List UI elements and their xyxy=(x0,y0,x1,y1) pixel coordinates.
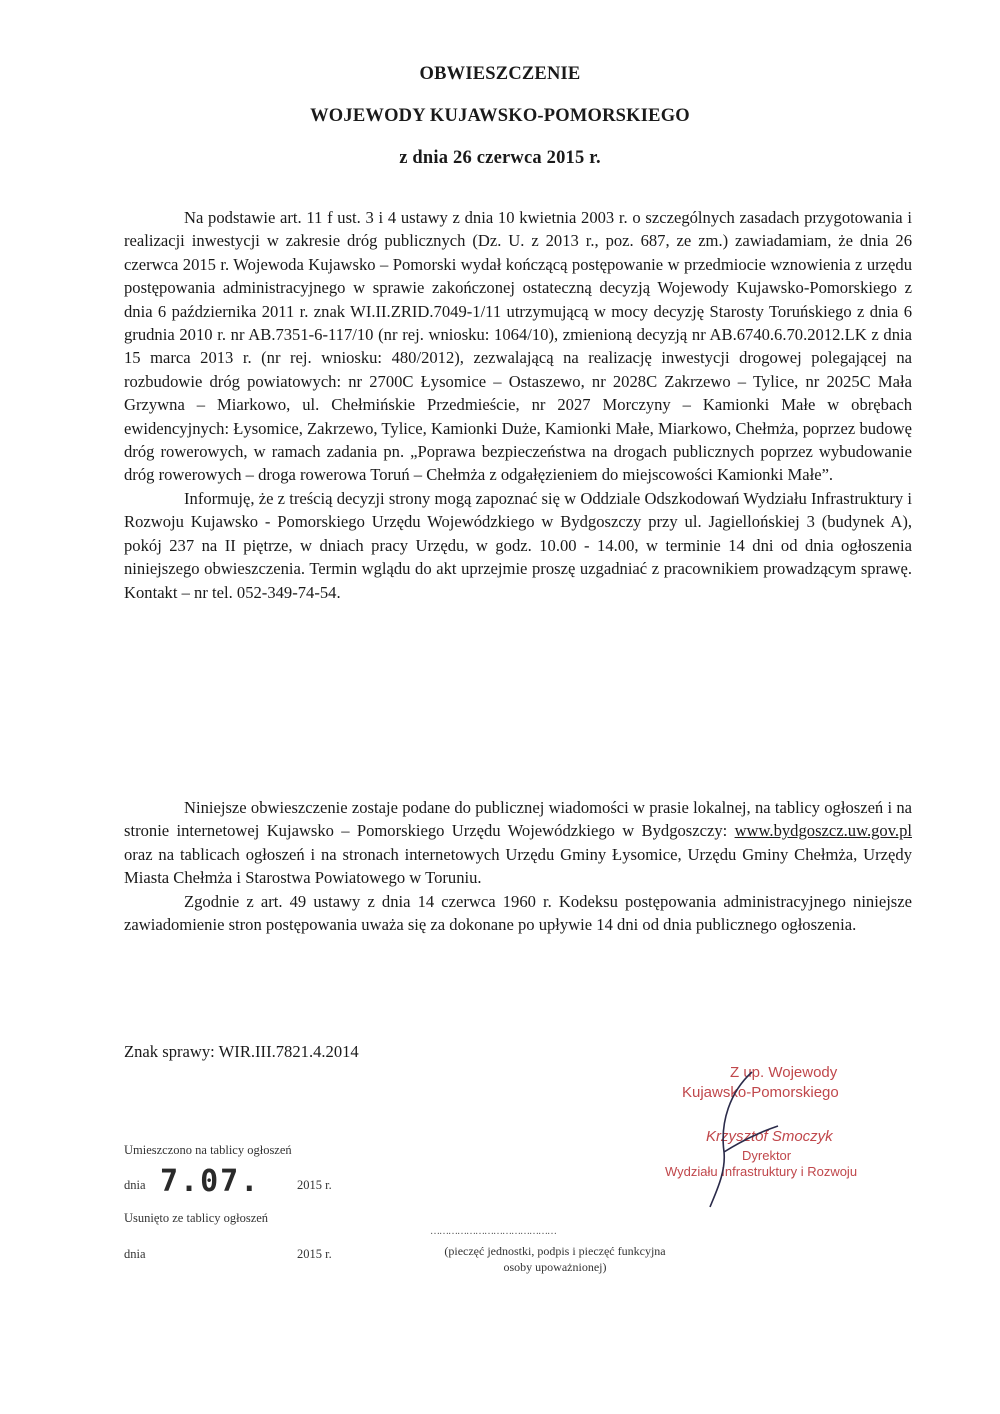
placed-dnia: dnia xyxy=(124,1178,146,1192)
removed-label: Usunięto ze tablicy ogłoszeń xyxy=(124,1211,269,1225)
handwritten-date: 7.07. xyxy=(160,1164,261,1199)
removed-dnia: dnia xyxy=(124,1247,146,1261)
issue-date: z dnia 26 czerwca 2015 r. xyxy=(399,148,601,168)
stamp-title: Dyrektor xyxy=(742,1148,792,1163)
stamp-line-2: Kujawsko-Pomorskiego xyxy=(682,1084,839,1101)
title: OBWIESZCZENIE xyxy=(419,64,581,84)
stamp-line-1: Z up. Wojewody xyxy=(730,1064,838,1081)
placed-label: Umieszczono na tablicy ogłoszeń xyxy=(124,1143,292,1157)
paragraph-legal-basis: Zgodnie z art. 49 ustawy z dnia 14 czerwca 1960 r. Kodeksu postępowania administracyjnego niniejsze zawiadomienie stron postępowania uważa się za dokonane po upływie 14 dni od dnia publicznego ogłoszenia. xyxy=(124,891,912,935)
stamp-department: Wydziału Infrastruktury i Rozwoju xyxy=(665,1164,858,1179)
paragraph-decision: Na podstawie art. 11 f ust. 3 i 4 ustawy z dnia 10 kwietnia 2003 r. o szczególnych zasadach przygotowania i realizacji inwestycji w zakresie dróg publicznych (Dz. U. z 2013 r., poz. 687, ze zm.) zawiadamiam, że dnia 26 czerwca 2015 r. Wojewoda Kujawsko – Pomorski wydał kończącą postępowanie w przedmiocie wznowienia z urzędu postępowania administracyjnego w sprawie zakończonej ostateczną decyzją Wojewody Kujawsko-Pomorskiego z dnia 6 października 2011 r. znak WI.II.ZRID.7049-1/11 utrzymującą w mocy decyzję Starosty Toruńskiego z dnia 6 grudnia 2010 r. nr AB.7351-6-117/10 (nr rej. wniosku: 1064/10), zmienioną decyzją nr AB.6740.6.70.2012.LK z dnia 15 marca 2013 r. (nr rej. wniosku: 480/2012), zezwalającą na realizację inwestycji drogowej polegającej na rozbudowie dróg powiatowych: nr 2700C Łysomice – Ostaszewo, nr 2028C Zakrzewo – Tylice, nr 2025C Mała Grzywna – Miarkowo, ul. Chełmińskie Przedmieście, nr 2027 Morczyny – Kamionki Małe w obrębach ewidencyjnych: Łysomice, Zakrzewo, Tylice, Kamionki Duże, Kamionki Małe, Miarkowo, Chełmża, poprzez budowę dróg rowerowych, w ramach zadania pn. „Poprawa bezpieczeństwa na drogach publicznych poprzez wybudowanie dróg rowerowych – droga rowerowa Toruń – Chełmża z odgałęzieniem do miejscowości Kamionki Małe”. xyxy=(124,208,912,485)
main-text-block xyxy=(124,206,912,604)
paragraph-publication: Niniejsze obwieszczenie zostaje podane do publicznej wiadomości w prasie lokalnej, na tablicy ogłoszeń i na stronie internetowej Kujawsko – Pomorskiego Urzędu Wojewódzkiego w Bydgoszczy: www.bydgoszcz.uw.gov.pl oraz na tablicach ogłoszeń i na stronach internetowych Urzędu Gminy Łysomice, Urzędu Gminy Chełmża, Urzędy Miasta Chełmża i Starostwa Powiatowego w Toruniu. xyxy=(124,798,912,888)
signature-caption-2: osoby upoważnionej) xyxy=(503,1260,607,1274)
case-number: Znak sprawy: WIR.III.7821.4.2014 xyxy=(124,1042,359,1061)
paragraph-inspection: Informuję, że z treścią decyzji strony mogą zapoznać się w Oddziale Odszkodowań Wydziału Infrastruktury i Rozwoju Kujawsko - Pomorskiego Urzędu Wojewódzkiego w Bydgoszczy przy ul. Jagiellońskiej 3 (budynek A), pokój 237 na II piętrze, w dniach pracy Urzędu, w godz. 10.00 - 14.00, w terminie 14 dni od dnia ogłoszenia niniejszego obwieszczenia. Termin wglądu do akt uprzejmie proszę uzgadniać z pracownikiem prowadzącym sprawę. Kontakt – nr tel. 052-349-74-54. xyxy=(124,488,912,602)
placed-year: 2015 r. xyxy=(297,1178,332,1192)
stamp-name: Krzysztof Smoczyk xyxy=(706,1128,833,1145)
signature-dotted-line: …………………………………… xyxy=(430,1226,556,1237)
website-link[interactable]: www.bydgoszcz.uw.gov.pl xyxy=(734,821,912,841)
signature-icon xyxy=(690,1062,800,1212)
issuer: WOJEWODY KUJAWSKO-POMORSKIEGO xyxy=(310,106,690,126)
removed-year: 2015 r. xyxy=(297,1247,332,1261)
publication-text-block xyxy=(124,796,912,936)
signature-caption-1: (pieczęć jednostki, podpis i pieczęć funkcyjna xyxy=(444,1244,666,1258)
